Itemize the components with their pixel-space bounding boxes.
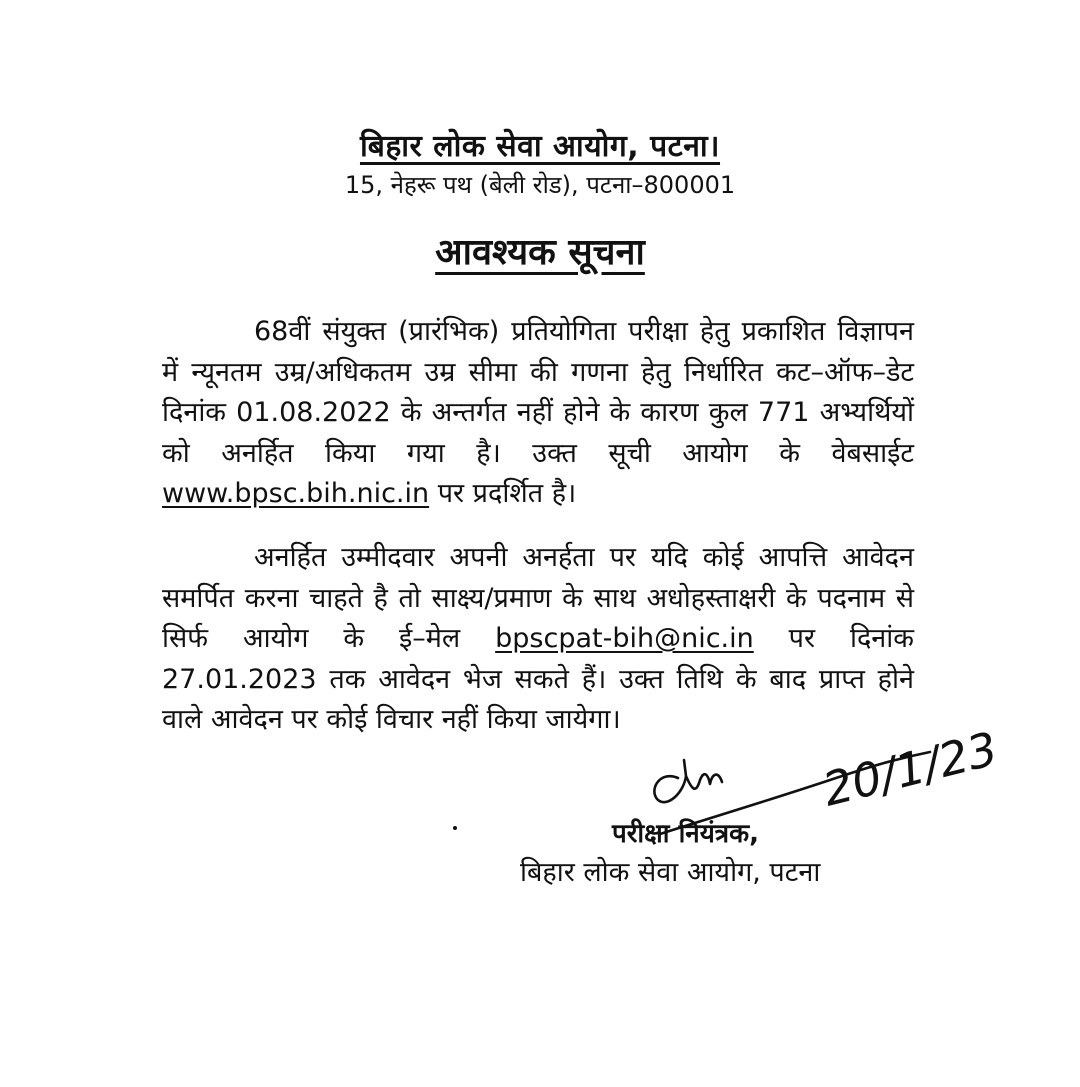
stray-mark [453, 826, 457, 830]
signer-organization: बिहार लोक सेवा आयोग, पटना [520, 857, 821, 888]
signer-designation: परीक्षा नियंत्रक, [612, 819, 760, 849]
paragraph-2-text-start: अनर्हित उम्मीदवार अपनी अनर्हता पर यदि कोई आपत्ति आवेदन समर्पित करना चाहते है तो साक्ष्य/प्रमाण के साथ अधोहस्ताक्षरी के पदनाम से सिर्फ आयोग के ई–मेल [162, 542, 914, 654]
paragraph-1-text-start: 68वीं संयुक्त (प्रारंभिक) प्रतियोगिता परीक्षा हेतु प्रकाशित विज्ञापन में न्यूनतम उम्र/अधिकतम उम्र सीमा की गणना हेतु निर्धारित कट–ऑफ–डेट दिनांक 01.08.2022 के अन्तर्गत नहीं होने के कारण कुल 771 अभ्यर्थियों को अनर्हित किया गया है। उक्त सूची आयोग के वेबसाईट [162, 316, 914, 469]
website-link[interactable]: www.bpsc.bih.nic.in [162, 478, 430, 509]
organization-address: 15, नेहरू पथ (बेली रोड), पटना–800001 [344, 171, 736, 199]
organization-heading: बिहार लोक सेवा आयोग, पटना। [359, 129, 721, 164]
handwritten-date: 20/1/23 [817, 721, 1003, 817]
notice-paragraph-2 [162, 538, 914, 741]
email-link[interactable]: bpscpat-bih@nic.in [495, 623, 754, 654]
notice-paragraph-1 [162, 312, 914, 515]
notice-title: आवश्यक सूचना [435, 232, 645, 273]
paragraph-1-text-end: पर प्रदर्शित है। [429, 478, 577, 509]
paragraph-2-text-end: पर दिनांक 27.01.2023 तक आवेदन भेज सकते हैं। उक्त तिथि के बाद प्राप्त होने वाले आवेदन पर कोई विचार नहीं किया जायेगा। [162, 623, 914, 735]
